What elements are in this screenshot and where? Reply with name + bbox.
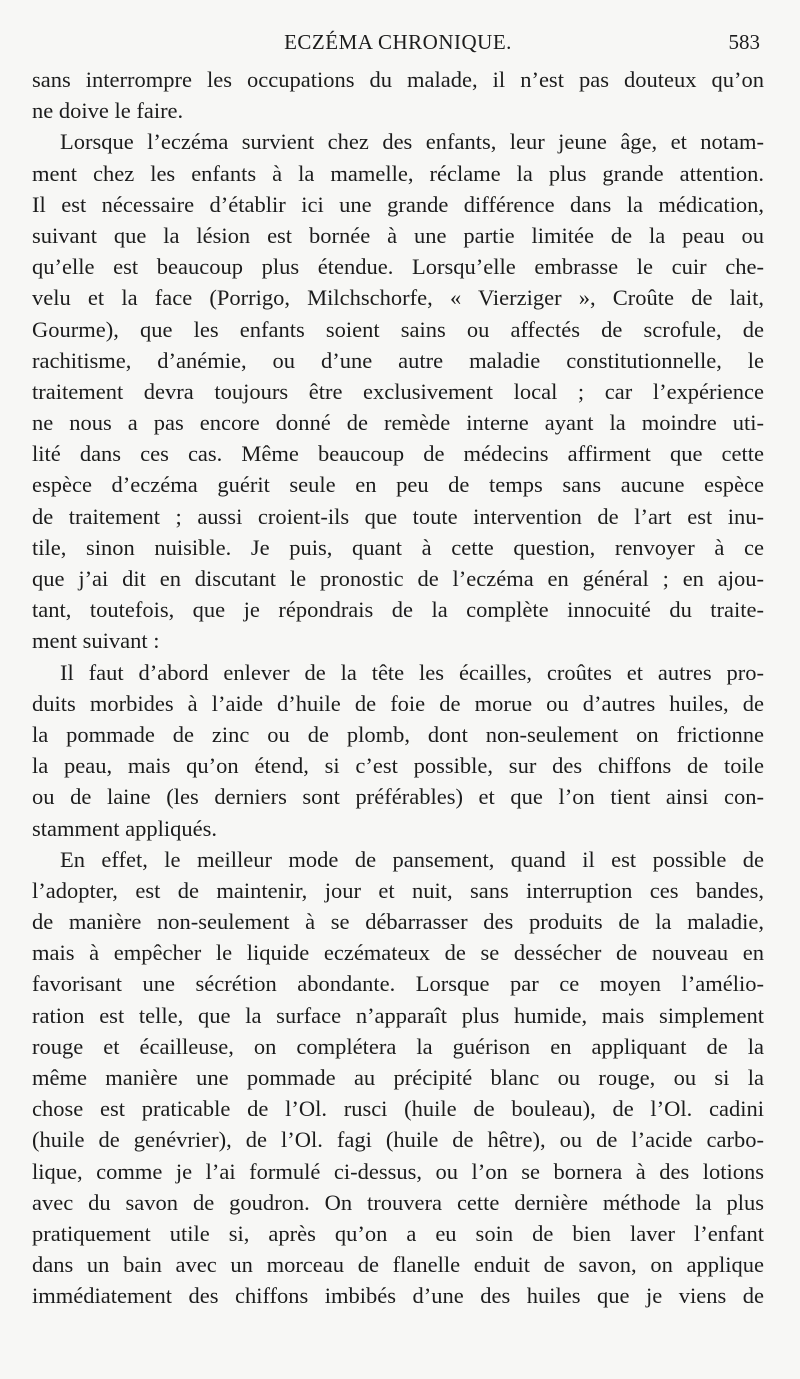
text-line: rouge et écailleuse, on complétera la guérison en appliquant de la: [32, 1033, 764, 1059]
text-line: Lorsque l’eczéma survient chez des enfants, leur jeune âge, et notam-: [60, 129, 764, 155]
text-line: (huile de genévrier), de l’Ol. fagi (huile de hêtre), ou de l’acide carbo-: [32, 1127, 764, 1153]
text-line: ne doive le faire.: [32, 98, 184, 124]
text-line: favorisant une sécrétion abondante. Lorsque par ce moyen l’amélio-: [32, 971, 764, 997]
text-line: l’adopter, est de maintenir, jour et nuit, sans interruption ces bandes,: [32, 877, 764, 903]
text-line: tile, sinon nuisible. Je puis, quant à cette question, renvoyer à ce: [32, 534, 764, 560]
text-line: ne nous a pas encore donné de remède interne ayant la moindre uti-: [32, 410, 764, 436]
text-line: suivant que la lésion est bornée à une partie limitée de la peau ou: [32, 222, 764, 248]
text-line: de traitement ; aussi croient-ils que toute intervention de l’art est inu-: [32, 503, 764, 529]
text-line: chose est praticable de l’Ol. rusci (huile de bouleau), de l’Ol. cadini: [32, 1096, 764, 1122]
text-line: velu et la face (Porrigo, Milchschorfe, « Vierziger », Croûte de lait,: [32, 285, 764, 311]
text-line: de manière non-seulement à se débarrasser des produits de la maladie,: [32, 909, 764, 935]
text-line: mais à empêcher le liquide eczémateux de se dessécher de nouveau en: [32, 940, 764, 966]
text-line: sans interrompre les occupations du malade, il n’est pas douteux qu’on: [32, 67, 764, 92]
text-line: stamment appliqués.: [32, 815, 217, 841]
text-line: dans un bain avec un morceau de flanelle enduit de savon, on applique: [32, 1252, 764, 1278]
text-line: En effet, le meilleur mode de pansement, quand il est possible de: [60, 846, 764, 872]
text-line: Gourme), que les enfants soient sains ou affectés de scrofule, de: [32, 316, 764, 342]
text-line: immédiatement des chiffons imbibés d’une des huiles que je viens de: [32, 1283, 764, 1309]
text-line: ou de laine (les derniers sont préférables) et que l’on tient ainsi con-: [32, 784, 764, 810]
text-line: que j’ai dit en discutant le pronostic de l’eczéma en général ; en ajou-: [32, 566, 764, 591]
text-line: qu’elle est beaucoup plus étendue. Lorsqu’elle embrasse le cuir che-: [32, 254, 764, 280]
running-title: ECZÉMA CHRONIQUE.: [284, 30, 512, 54]
text-line: lité dans ces cas. Même beaucoup de médecins affirment que cette: [32, 441, 764, 467]
text-line: tant, toutefois, que je répondrais de la complète innocuité du traite-: [32, 597, 764, 623]
text-line: lique, comme je l’ai formulé ci-dessus, ou l’on se bornera à des lotions: [32, 1158, 764, 1184]
text-line: ment chez les enfants à la mamelle, réclame la plus grande attention.: [32, 160, 764, 186]
text-line: la peau, mais qu’on étend, si c’est possible, sur des chiffons de toile: [32, 753, 764, 779]
page-number: 583: [728, 30, 760, 54]
text-line: la pommade de zinc ou de plomb, dont non-seulement on frictionne: [32, 721, 764, 747]
text-line: espèce d’eczéma guérit seule en peu de temps sans aucune espèce: [32, 472, 764, 498]
text-line: rachitisme, d’anémie, ou d’une autre maladie constitutionnelle, le: [32, 347, 764, 373]
text-line: traitement devra toujours être exclusivement local ; car l’expérience: [32, 378, 764, 404]
text-line: ment suivant :: [32, 628, 160, 654]
text-line: pratiquement utile si, après qu’on a eu soin de bien laver l’enfant: [32, 1220, 764, 1246]
text-line: Il faut d’abord enlever de la tête les écailles, croûtes et autres pro-: [60, 659, 764, 685]
page-header: [32, 24, 764, 60]
text-line: duits morbides à l’aide d’huile de foie de morue ou d’autres huiles, de: [32, 690, 764, 716]
text-line: avec du savon de goudron. On trouvera cette dernière méthode la plus: [32, 1189, 764, 1215]
text-line: ration est telle, que la surface n’apparaît plus humide, mais simplement: [32, 1002, 764, 1028]
text-line: Il est nécessaire d’établir ici une grande différence dans la médication,: [32, 191, 764, 217]
body-text: [32, 64, 764, 1312]
text-line: même manière une pommade au précipité blanc ou rouge, ou si la: [32, 1065, 764, 1090]
